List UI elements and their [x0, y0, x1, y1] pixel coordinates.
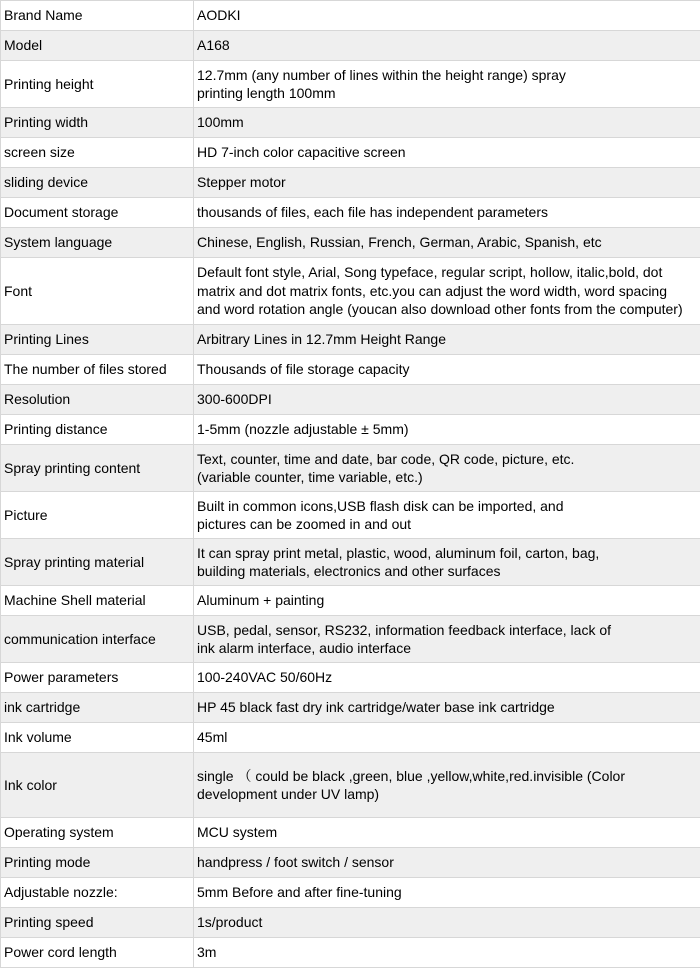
table-row: [1, 138, 700, 168]
table-row: [1, 258, 700, 325]
spec-value: [194, 445, 700, 492]
spec-value-line: development under UV lamp): [197, 786, 380, 802]
spec-value-line: 100-240VAC 50/60Hz: [197, 669, 333, 686]
spec-value: [194, 616, 700, 663]
spec-value-line: ink alarm interface, audio interface: [197, 640, 411, 656]
spec-value: [194, 539, 700, 586]
spec-value-line: pictures can be zoomed in and out: [197, 516, 412, 532]
spec-label: Model: [1, 31, 194, 61]
table-row: [1, 415, 700, 445]
spec-value: [194, 848, 700, 878]
table-row: [1, 31, 700, 61]
spec-label: Font: [1, 258, 194, 325]
table-row: [1, 325, 700, 355]
table-row: [1, 445, 700, 492]
spec-value: [194, 31, 700, 61]
table-row: [1, 908, 700, 938]
spec-value: [194, 138, 700, 168]
spec-value-line: (variable counter, time variable, etc.): [197, 469, 423, 485]
spec-value-line: building materials, electronics and other surfaces: [197, 563, 501, 579]
spec-table-body: [1, 1, 700, 968]
spec-label: Ink color: [1, 753, 194, 818]
spec-value: [194, 198, 700, 228]
table-row: [1, 108, 700, 138]
spec-value-line: Chinese, English, Russian, French, German, Arabic, Spanish, etc: [197, 234, 602, 251]
spec-value-line: A168: [197, 37, 230, 54]
spec-value: [194, 663, 700, 693]
spec-value-line: Aluminum + painting: [197, 592, 325, 609]
spec-value-line: printing length 100mm: [197, 85, 336, 101]
spec-value: [194, 325, 700, 355]
spec-label: communication interface: [1, 616, 194, 663]
spec-label: Resolution: [1, 385, 194, 415]
spec-value: [194, 108, 700, 138]
spec-value: [194, 818, 700, 848]
spec-value: [194, 61, 700, 108]
spec-label: Operating system: [1, 818, 194, 848]
spec-value-line: Stepper motor: [197, 174, 286, 191]
table-row: [1, 539, 700, 586]
spec-label: Ink volume: [1, 723, 194, 753]
spec-value-line: It can spray print metal, plastic, wood, aluminum foil, carton, bag,: [197, 544, 600, 561]
table-row: [1, 1, 700, 31]
table-row: [1, 61, 700, 108]
spec-value-line: 300-600DPI: [197, 391, 272, 408]
spec-value-line: 100mm: [197, 114, 244, 131]
spec-value-line: handpress / foot switch / sensor: [197, 854, 394, 871]
spec-label: ink cartridge: [1, 693, 194, 723]
spec-value-line: Built in common icons,USB flash disk can be imported, and: [197, 497, 564, 514]
spec-value-line: Thousands of file storage capacity: [197, 361, 410, 378]
spec-label: sliding device: [1, 168, 194, 198]
spec-value-line: 12.7mm (any number of lines within the height range) spray: [197, 66, 566, 83]
spec-label: Picture: [1, 492, 194, 539]
spec-label: Adjustable nozzle:: [1, 878, 194, 908]
table-row: [1, 818, 700, 848]
table-row: [1, 848, 700, 878]
spec-label: Printing distance: [1, 415, 194, 445]
table-row: [1, 168, 700, 198]
spec-value: [194, 228, 700, 258]
spec-label: Spray printing material: [1, 539, 194, 586]
spec-value: [194, 938, 700, 968]
spec-label: Power cord length: [1, 938, 194, 968]
table-row: [1, 878, 700, 908]
spec-value-line: AODKI: [197, 7, 241, 24]
spec-label: Power parameters: [1, 663, 194, 693]
table-row: [1, 228, 700, 258]
table-row: [1, 586, 700, 616]
spec-value-line: thousands of files, each file has independent parameters: [197, 204, 549, 221]
spec-value-line: HP 45 black fast dry ink cartridge/water base ink cartridge: [197, 699, 555, 716]
table-row: [1, 198, 700, 228]
spec-value-line: 1-5mm (nozzle adjustable ± 5mm): [197, 421, 409, 438]
spec-value: [194, 693, 700, 723]
table-row: [1, 753, 700, 818]
spec-value-line: USB, pedal, sensor, RS232, information feedback interface, lack of: [197, 621, 612, 638]
spec-value-line: 3m: [197, 944, 217, 961]
spec-label: Printing speed: [1, 908, 194, 938]
spec-value-line: Arbitrary Lines in 12.7mm Height Range: [197, 331, 447, 348]
spec-label: Document storage: [1, 198, 194, 228]
spec-value: [194, 492, 700, 539]
table-row: [1, 663, 700, 693]
spec-label: Machine Shell material: [1, 586, 194, 616]
spec-value: [194, 258, 700, 325]
table-row: [1, 492, 700, 539]
spec-label: Brand Name: [1, 1, 194, 31]
table-row: [1, 938, 700, 968]
spec-label: Printing mode: [1, 848, 194, 878]
spec-label: screen size: [1, 138, 194, 168]
spec-value: [194, 723, 700, 753]
spec-value: [194, 355, 700, 385]
spec-value-line: MCU system: [197, 824, 278, 841]
spec-value: [194, 385, 700, 415]
spec-label: Spray printing content: [1, 445, 194, 492]
spec-value: [194, 168, 700, 198]
spec-value-line: 45ml: [197, 729, 228, 746]
spec-label: The number of files stored: [1, 355, 194, 385]
spec-label: System language: [1, 228, 194, 258]
spec-label: Printing width: [1, 108, 194, 138]
spec-value: [194, 1, 700, 31]
table-row: [1, 355, 700, 385]
spec-value-line: Text, counter, time and date, bar code, QR code, picture, etc.: [197, 450, 575, 467]
table-row: [1, 693, 700, 723]
spec-value-line: single （ could be black ,green, blue ,yellow,white,red.invisible (Color: [197, 767, 625, 784]
spec-value: [194, 415, 700, 445]
spec-value-line: Default font style, Arial, Song typeface, regular script, hollow, italic,bold, dot: [197, 264, 663, 281]
spec-value: [194, 908, 700, 938]
spec-value: [194, 586, 700, 616]
table-row: [1, 723, 700, 753]
spec-value-line: HD 7-inch color capacitive screen: [197, 144, 406, 161]
table-row: [1, 616, 700, 663]
spec-value-line: 5mm Before and after fine-tuning: [197, 884, 402, 901]
spec-value-line: 1s/product: [197, 914, 263, 931]
spec-label: Printing Lines: [1, 325, 194, 355]
spec-label: Printing height: [1, 61, 194, 108]
table-row: [1, 385, 700, 415]
spec-value-line: matrix and dot matrix fonts, etc.you can adjust the word width, word spacing: [197, 282, 668, 299]
spec-value: [194, 878, 700, 908]
spec-value-line: and word rotation angle (youcan also download other fonts from the computer): [197, 301, 683, 318]
spec-value: [194, 753, 700, 818]
